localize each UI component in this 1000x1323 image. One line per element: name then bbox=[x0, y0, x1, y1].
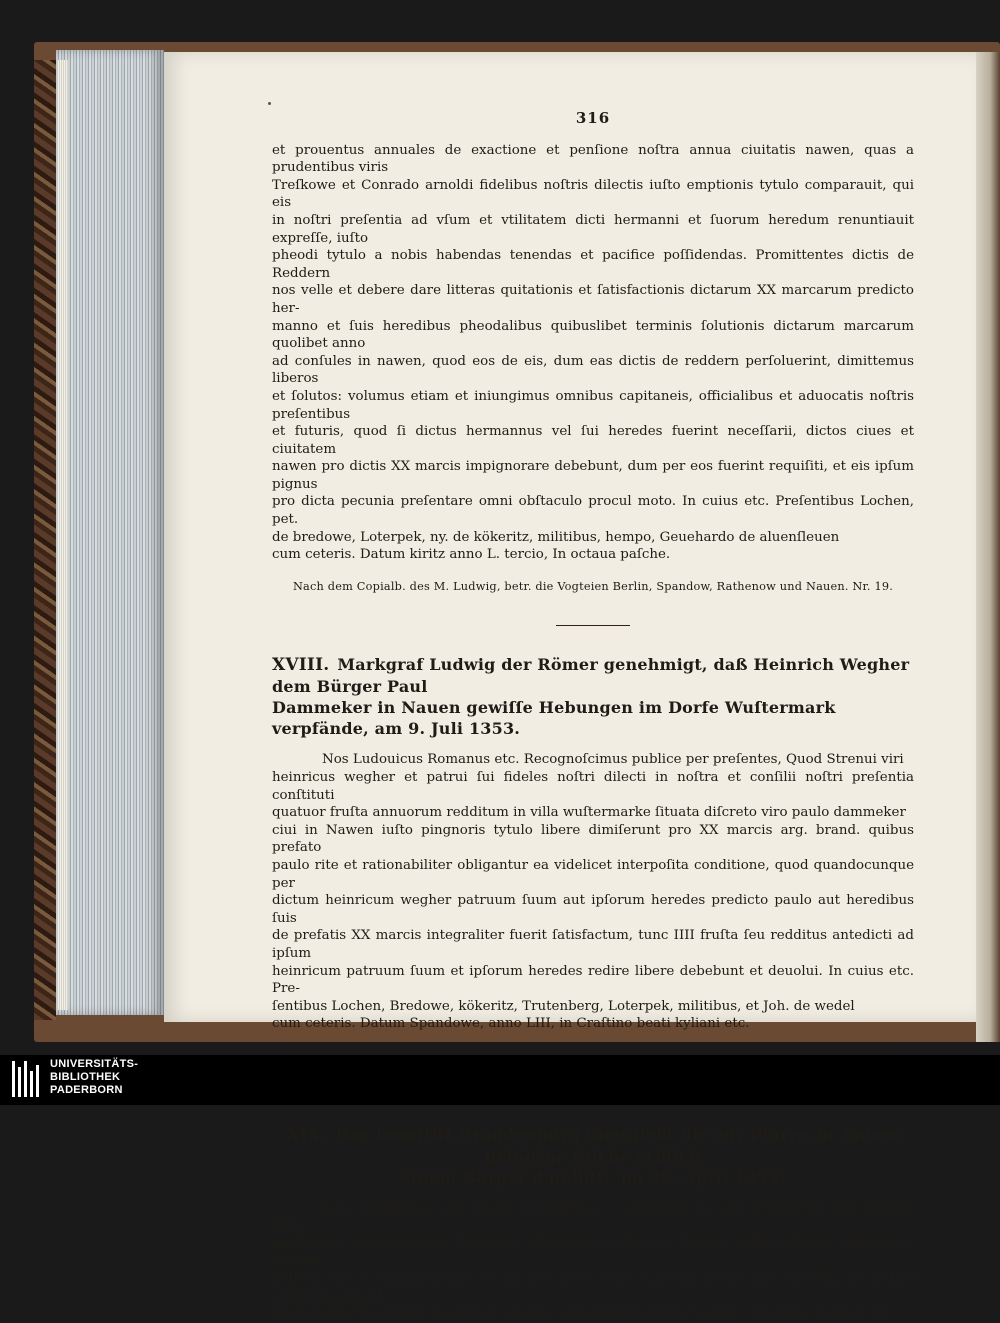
text-line: manno et ſuis heredibus pheodalibus quibuslibet terminis ſolutionis dictarum marcarum quolibet anno bbox=[272, 318, 914, 352]
text-line: Nos Thidericus, dei gratia prepoſitus et capitulum eccleſie Brandenb. preſentibus reco- bbox=[272, 1200, 914, 1234]
text-line: cum ceteris. Datum Spandowe, anno LIII, in Craſtino beati kyliani etc. bbox=[272, 1016, 750, 1032]
library-name-line: UNIVERSITÄTS- bbox=[50, 1058, 139, 1070]
text-line: ciui in Nawen iuſto pingnoris tytulo libere dimiſerunt pro XX marcis arg. brand. quibus prefato bbox=[272, 822, 914, 856]
document-block-3 bbox=[272, 1200, 914, 1323]
text-line: et prouentus annuales de exactione et penſione noſtra annua ciuitatis nawen, quas a prudentibus viris bbox=[272, 142, 914, 176]
document-block-1 bbox=[272, 142, 914, 564]
section-title-line: einem Bürger daſelbſt, am 20. April 1354. bbox=[400, 1167, 786, 1187]
text-line: heinricus wegher et patrui ſui fideles noſtri dilecti in noſtra et conſilii noſtri preſentia conſtituti bbox=[272, 770, 914, 803]
text-line: Treſkowe et Conrado arnoldi fidelibus noſtris dilectis iuſto emptionis tytulo comparauit, qui eis bbox=[272, 177, 914, 211]
text-line: de prefatis XX marcis integraliter fuerit ſatisfactum, tunc IIII fruſta ſeu redditus antedicti ad ipſum bbox=[272, 928, 914, 961]
text-line: in noſtri preſentia ad vſum et vtilitatem dicti hermanni et ſuorum heredum renuntiauit expreſſe, iuſto bbox=[272, 212, 914, 246]
text-line: gnoſcimus, quod dominus Wernerus, plebanus eccleſie in Nowen, nobis ſubjecte, domum et curiam bbox=[272, 1235, 914, 1269]
text-line: ibidem, que coquina dicitur et ad dotem eccleſie ejusdem pleno jure ſpectat, de noſtro conſenſu, quoad bbox=[272, 1270, 914, 1304]
text-line: Nos Ludouicus Romanus etc. Recognoſcimus publice per preſentes, Quod Strenui viri bbox=[322, 752, 904, 768]
text-line: pheodi tytulo a nobis habendas tenendas et pacifice poſſidendas. Promittentes dictis de Reddern bbox=[272, 248, 914, 281]
source-note: Nach dem Copialb. des M. Ludwig, betr. die Vogteien Berlin, Spandow, Rathenow und Nauen. Nr. 19. bbox=[292, 579, 894, 593]
section-divider bbox=[556, 625, 630, 626]
section-heading-xviii bbox=[272, 654, 914, 739]
section-numeral: XIX. bbox=[286, 1124, 328, 1145]
library-name-line: PADERBORN bbox=[50, 1084, 123, 1096]
text-line: nawen pro dictis XX marcis impignorare debebunt, dum per eos fuerint requiſiti, et eis ipſum pignus bbox=[272, 459, 914, 492]
library-footer-bar bbox=[0, 1055, 1000, 1105]
library-name-line: BIBLIOTHEK bbox=[50, 1071, 121, 1083]
text-line: pro dicta pecunia preſentare omni obſtaculo procul moto. In cuius etc. Preſentibus Lochen, pet. bbox=[272, 494, 914, 528]
marbled-board bbox=[34, 60, 56, 1020]
text-line: ad conſules in nawen, quod eos de eis, dum eas dictis de reddern perſoluerint, dimittemus liberos bbox=[272, 353, 914, 387]
page-edge-highlight bbox=[58, 60, 68, 1010]
page-speck bbox=[268, 102, 271, 105]
text-line: dictum heinricum wegher patruum ſuum aut ipſorum heredes predicto paulo aut heredibus ſuis bbox=[272, 893, 914, 926]
text-line: ſentibus Lochen, Bredowe, kökeritz, Trutenberg, Loterpek, militibus, et Joh. de wedel bbox=[272, 998, 855, 1014]
page-number: 316 bbox=[575, 109, 611, 127]
text-line: quatuor fruſta annuorum redditum in villa wuſtermarke ſituata diſcreto viro paulo dammeker bbox=[272, 805, 906, 821]
text-line: de bredowe, Loterpek, ny. de kökeritz, militibus, hempo, Geuehardo de aluenſleuen bbox=[272, 529, 840, 545]
section-numeral: XVIII. bbox=[272, 655, 330, 676]
text-line: jus hereditatis contulit magiſtro Gerardi Carpentatori, civi in Nowen, et Elizabeth uxori ſue bbox=[272, 1306, 893, 1322]
text-line: nos velle et debere dare litteras quitationis et ſatisfactionis dictarum XX marcarum predicto her- bbox=[272, 283, 914, 316]
section-heading-xix bbox=[272, 1124, 914, 1188]
section-title-line: Dammeker in Nauen gewiſſe Hebungen im Dorfe Wuſtermark verpfände, am 9. Juli 1353. bbox=[272, 698, 836, 739]
page-edges bbox=[56, 50, 164, 1015]
right-page-edge bbox=[976, 52, 1000, 1042]
section-title-line: Markgraf Ludwig der Römer genehmigt, daß Heinrich Wegher dem Bürger Paul bbox=[272, 655, 910, 697]
library-logo-icon bbox=[10, 1057, 44, 1101]
document-block-2 bbox=[272, 751, 914, 1033]
text-line: et ſolutos: volumus etiam et iniungimus omnibus capitaneis, officialibus et aduocatis noſtris preſentibus bbox=[272, 388, 914, 422]
page-content bbox=[272, 110, 914, 1323]
section-title-line: Das Domſtift Brandenburg übergiebt die zur Pfarre zu Nauen gehörige Küche erblich bbox=[335, 1124, 900, 1166]
library-name bbox=[50, 1058, 138, 1097]
text-line: et futuris, quod ſi dictus hermannus vel ſui heredes fuerint neceſſarii, dictos ciues et ciuitatem bbox=[272, 424, 914, 457]
text-line: heinricum patruum ſuum et ipſorum heredes redire libere debebunt et deuolui. In cuius etc. Pre- bbox=[272, 963, 914, 997]
text-line: cum ceteris. Datum kiritz anno L. tercio, In octaua paſche. bbox=[272, 547, 671, 563]
text-line: paulo rite et rationabiliter obligantur ea videlicet interpoſita conditione, quod quandocunque per bbox=[272, 858, 914, 891]
